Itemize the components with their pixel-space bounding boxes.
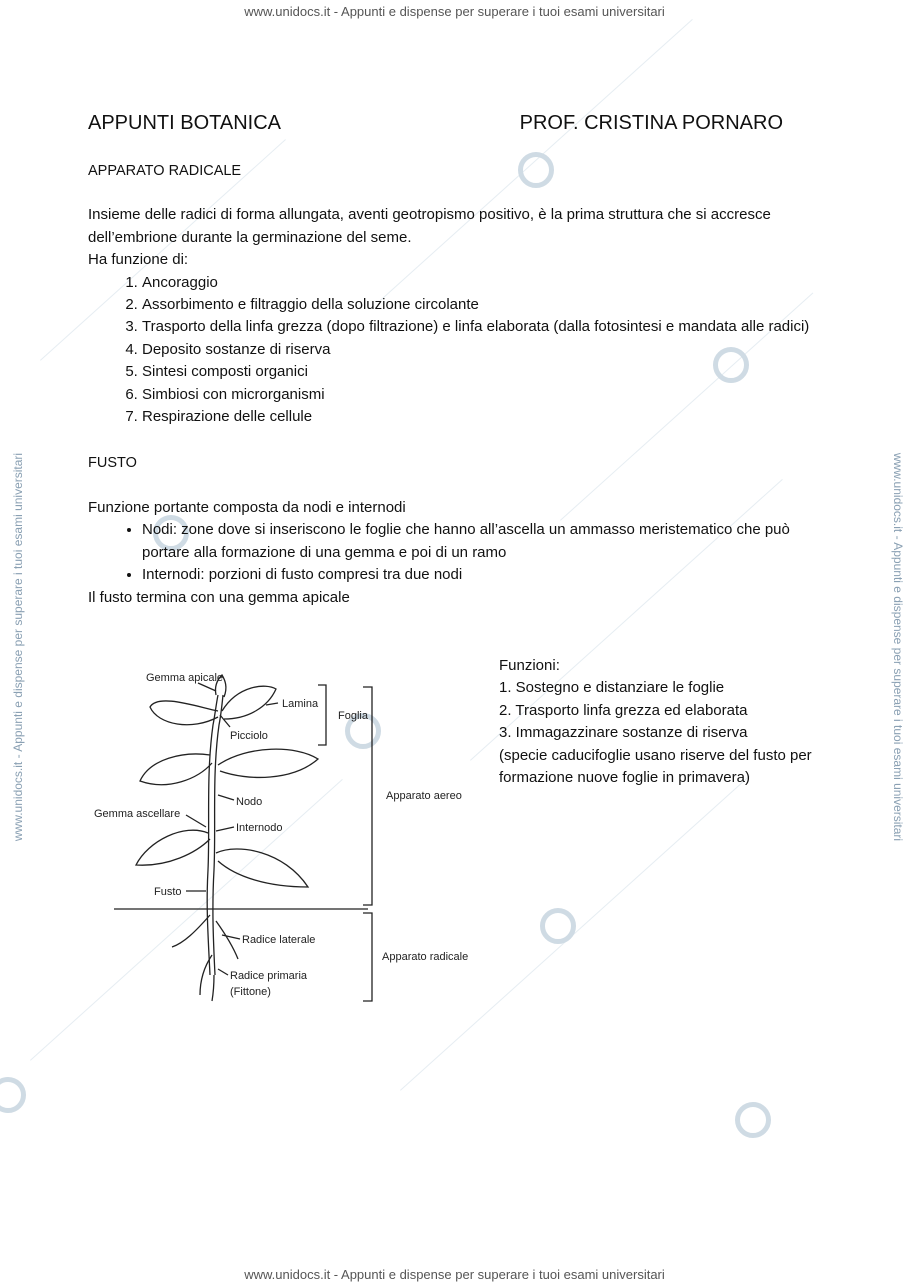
- bracket-apparato-radicale: [363, 913, 372, 1001]
- function-item: 1. Sostegno e distanziare le foglie: [499, 679, 725, 697]
- fusto-closing: Il fusto termina con una gemma apicale: [88, 588, 350, 606]
- plant-illustration: [88, 655, 488, 1015]
- section-heading-fusto: FUSTO: [88, 455, 137, 472]
- leaf-mid-left: [140, 754, 212, 785]
- label-lamina: Lamina: [282, 698, 319, 710]
- watermark-footer-text: www.unidocs.it - Appunti e dispense per superare i tuoi esami universitari: [244, 1267, 665, 1282]
- label-picciolo: Picciolo: [230, 730, 268, 742]
- watermark-side-right: www.unidocs.it - Appunti e dispense per superare i tuoi esami universitari: [891, 452, 905, 842]
- label-apparato-aereo: Apparato aereo: [386, 790, 462, 802]
- leaf-top-right: [222, 686, 276, 719]
- function-item: 2. Trasporto linfa grezza ed elaborata: [499, 701, 748, 719]
- list-item: 7. Respirazione delle cellule: [142, 406, 823, 428]
- label-radice-primaria: Radice primaria: [230, 970, 308, 982]
- radicale-lead: Ha funzione di:: [88, 251, 189, 269]
- list-item: 3. Trasporto della linfa grezza (dopo filtrazione) e linfa elaborata (dalla fotosintesi e mandata alle radici): [142, 316, 823, 338]
- label-foglia: Foglia: [338, 710, 368, 722]
- label-fittone: (Fittone): [230, 986, 271, 998]
- list-item: 5. Sintesi composti organici: [142, 361, 823, 383]
- leaf-low-left: [136, 830, 210, 865]
- watermark-header: [0, 4, 909, 19]
- primary-root-tip: [212, 975, 214, 1001]
- watermark-side-left: www.unidocs.it - Appunti e dispense per superare i tuoi esami universitari: [11, 452, 25, 842]
- leaf-top-left: [150, 701, 218, 725]
- document-header: [88, 110, 823, 136]
- watermark-logo-icon: [540, 908, 576, 944]
- document-author: PROF. CRISTINA PORNARO: [519, 112, 783, 134]
- bracket-foglia: [318, 685, 326, 745]
- plant-diagram: [88, 655, 488, 1015]
- label-nodo: Nodo: [236, 796, 263, 808]
- leaf-mid-right: [218, 749, 318, 777]
- functions-heading: Funzioni:: [499, 657, 560, 674]
- label-internodo: Internodo: [236, 822, 283, 834]
- label-fusto: Fusto: [154, 886, 182, 898]
- fusto-functions: [499, 655, 829, 789]
- label-gemma-apicale: Gemma apicale: [146, 672, 224, 684]
- function-item: 3. Immagazzinare sostanze di riserva: [499, 724, 748, 742]
- list-item: 6. Simbiosi con microrganismi: [142, 384, 823, 406]
- document-title: APPUNTI BOTANICA: [88, 112, 281, 134]
- list-item: • Nodi: zone dove si inseriscono le foglie che hanno all’ascella un ammasso meristematico che può portare alla formazione di una gemma e poi di un ramo: [142, 519, 823, 564]
- fusto-bullet-list: [88, 519, 823, 586]
- label-apparato-radicale: Apparato radicale: [382, 951, 469, 963]
- watermark-header-text: www.unidocs.it - Appunti e dispense per superare i tuoi esami universitari: [244, 4, 665, 19]
- list-item: • Internodi: porzioni di fusto compresi tra due nodi: [142, 564, 823, 586]
- leaf-low-right: [216, 849, 308, 887]
- list-item: 4. Deposito sostanze di riserva: [142, 339, 823, 361]
- radicale-function-list: [88, 272, 823, 429]
- stem-outline: [213, 695, 223, 975]
- functions-note: (specie caducifoglie usano riserve del fusto per formazione nuove foglie in primavera): [499, 746, 812, 787]
- list-item: 1. Ancoraggio: [142, 272, 823, 294]
- watermark-footer: [0, 1267, 909, 1282]
- primary-root-branch: [200, 955, 212, 995]
- fusto-intro: Funzione portante composta da nodi e internodi: [88, 498, 406, 516]
- section-heading-radicale: APPARATO RADICALE: [88, 163, 242, 179]
- label-gemma-ascellare: Gemma ascellare: [94, 808, 181, 820]
- watermark-logo-icon: [735, 1102, 771, 1138]
- radicale-intro: Insieme delle radici di forma allungata, aventi geotropismo positivo, è la prima struttura che si accresce dell’embrione durante la germinazione del seme.: [88, 206, 771, 246]
- list-item: 2. Assorbimento e filtraggio della soluzione circolante: [142, 294, 823, 316]
- lateral-root-left: [172, 915, 210, 947]
- label-radice-laterale: Radice laterale: [242, 934, 316, 946]
- stem: [207, 695, 218, 975]
- lateral-root-right: [216, 921, 238, 959]
- document-body: [88, 110, 823, 609]
